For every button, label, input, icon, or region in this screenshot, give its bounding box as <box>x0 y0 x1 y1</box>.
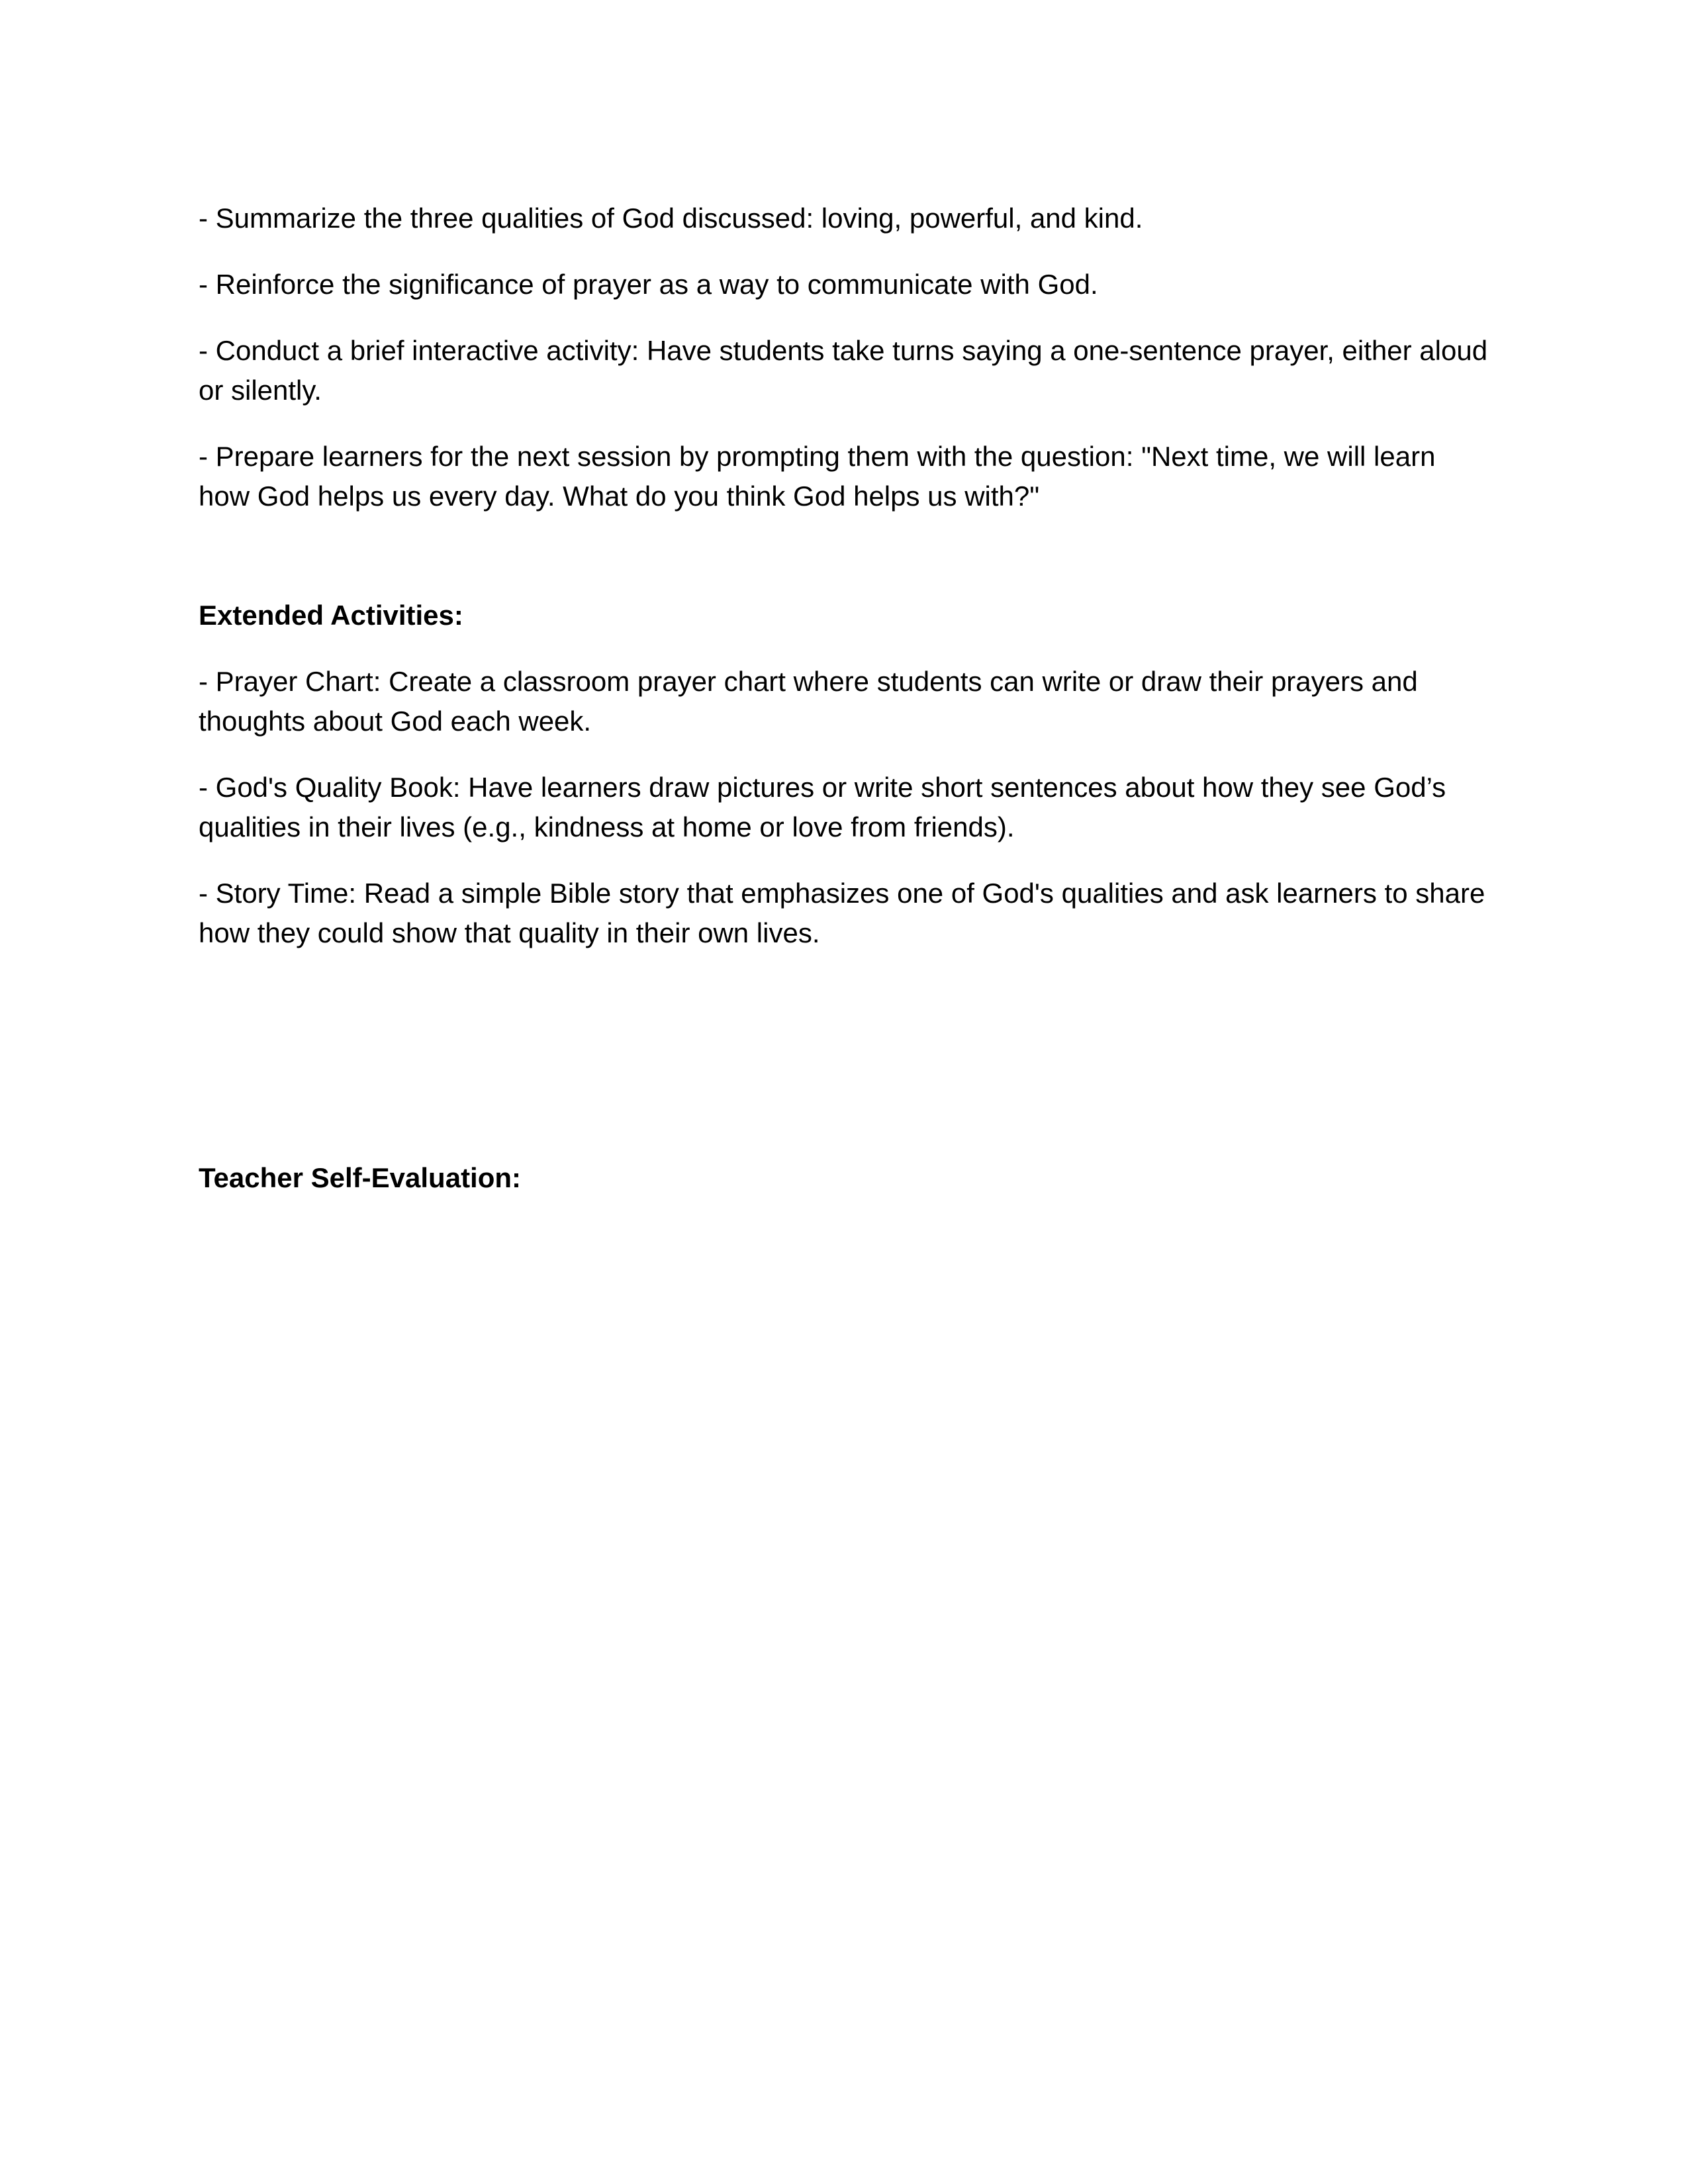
paragraph-reinforce-prayer: - Reinforce the significance of prayer as a way to communicate with God. <box>199 269 1098 300</box>
paragraph-story-time: - Story Time: Read a simple Bible story that emphasizes one of God's qualities and ask learners to share how they could show that quality in their own lives. <box>199 878 1485 948</box>
paragraph-prayer-chart: - Prayer Chart: Create a classroom prayer chart where students can write or draw their prayers and thoughts about God each week. <box>199 666 1418 737</box>
paragraph-gods-quality-book: - God's Quality Book: Have learners draw pictures or write short sentences about how they see God’s qualities in their lives (e.g., kindness at home or love from friends). <box>199 772 1446 842</box>
paragraph-summarize-qualities: - Summarize the three qualities of God discussed: loving, powerful, and kind. <box>199 203 1143 234</box>
paragraph-interactive-activity: - Conduct a brief interactive activity: Have students take turns saying a one-sentence prayer, either aloud or silently. <box>199 335 1488 406</box>
document-content <box>199 199 1489 1224</box>
heading-teacher-self-evaluation: Teacher Self-Evaluation: <box>199 1162 522 1193</box>
paragraph-prepare-next-session: - Prepare learners for the next session by prompting them with the question: "Next time, we will learn how God helps us every day. What do you think God helps us with?" <box>199 441 1436 512</box>
heading-extended-activities: Extended Activities: <box>199 600 463 631</box>
